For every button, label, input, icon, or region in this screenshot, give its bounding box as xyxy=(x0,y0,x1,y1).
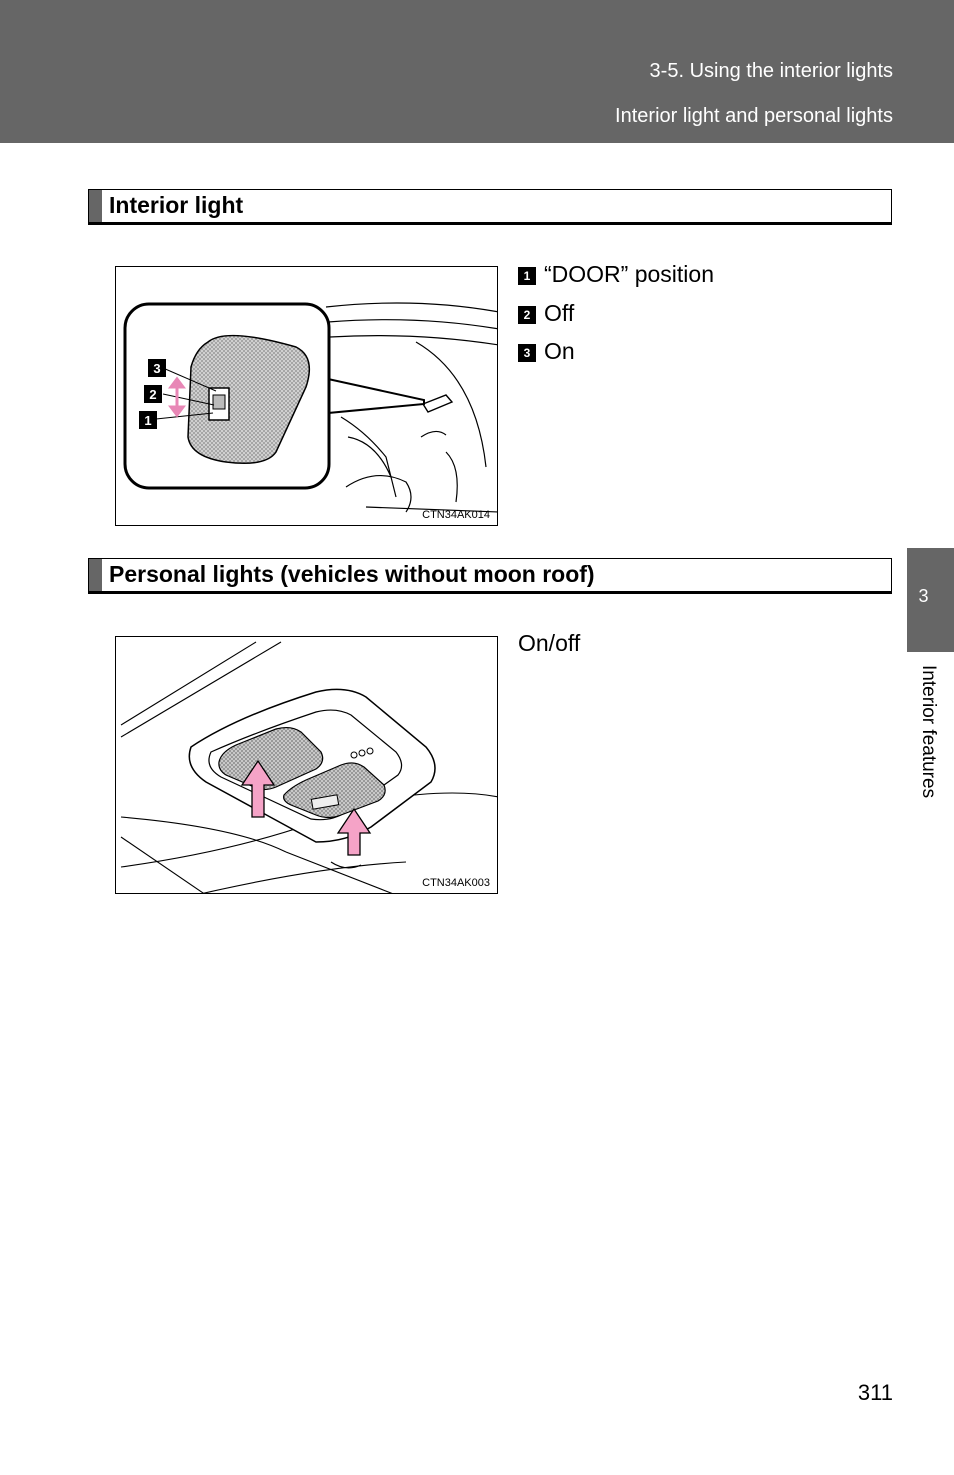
chapter-side-label-text: Interior features xyxy=(918,665,939,799)
callout-1: 1 xyxy=(144,413,152,428)
legend-number: 1 xyxy=(518,267,536,285)
chapter-title: 3-5. Using the interior lights xyxy=(649,60,893,82)
personal-lights-text: On/off xyxy=(518,630,581,656)
figure-code: CTN34AK003 xyxy=(422,877,490,889)
section-subtitle: Interior light and personal lights xyxy=(615,105,893,127)
legend-number: 3 xyxy=(518,344,536,362)
legend-label: Off xyxy=(544,299,575,326)
legend-label: “DOOR” position xyxy=(544,261,714,287)
figure-personal-lights xyxy=(115,636,498,894)
section-title-interior-light xyxy=(88,189,892,223)
page-header xyxy=(0,0,954,143)
section-title-bar xyxy=(89,190,102,222)
legend-label: On xyxy=(544,338,575,364)
chapter-number: 3 xyxy=(918,586,929,606)
page-number: 311 xyxy=(857,1380,893,1405)
figure-code: CTN34AK014 xyxy=(422,509,490,521)
legend-item xyxy=(518,300,714,339)
callout-3: 3 xyxy=(153,361,161,376)
section-title-text: Personal lights (vehicles without moon roof) xyxy=(109,561,595,587)
section-title-bar xyxy=(89,559,102,591)
interior-light-illustration xyxy=(116,267,498,526)
personal-lights-illustration xyxy=(116,637,498,894)
section-title-personal-lights xyxy=(88,558,892,592)
legend-list xyxy=(518,261,714,377)
chapter-side-tab xyxy=(907,548,954,652)
chapter-side-label xyxy=(915,665,939,825)
section-title-text: Interior light xyxy=(109,192,244,218)
callout-2: 2 xyxy=(149,387,157,402)
legend-item xyxy=(518,338,714,377)
figure-interior-light xyxy=(115,266,498,526)
legend-number: 2 xyxy=(518,306,536,324)
legend-item xyxy=(518,261,714,300)
